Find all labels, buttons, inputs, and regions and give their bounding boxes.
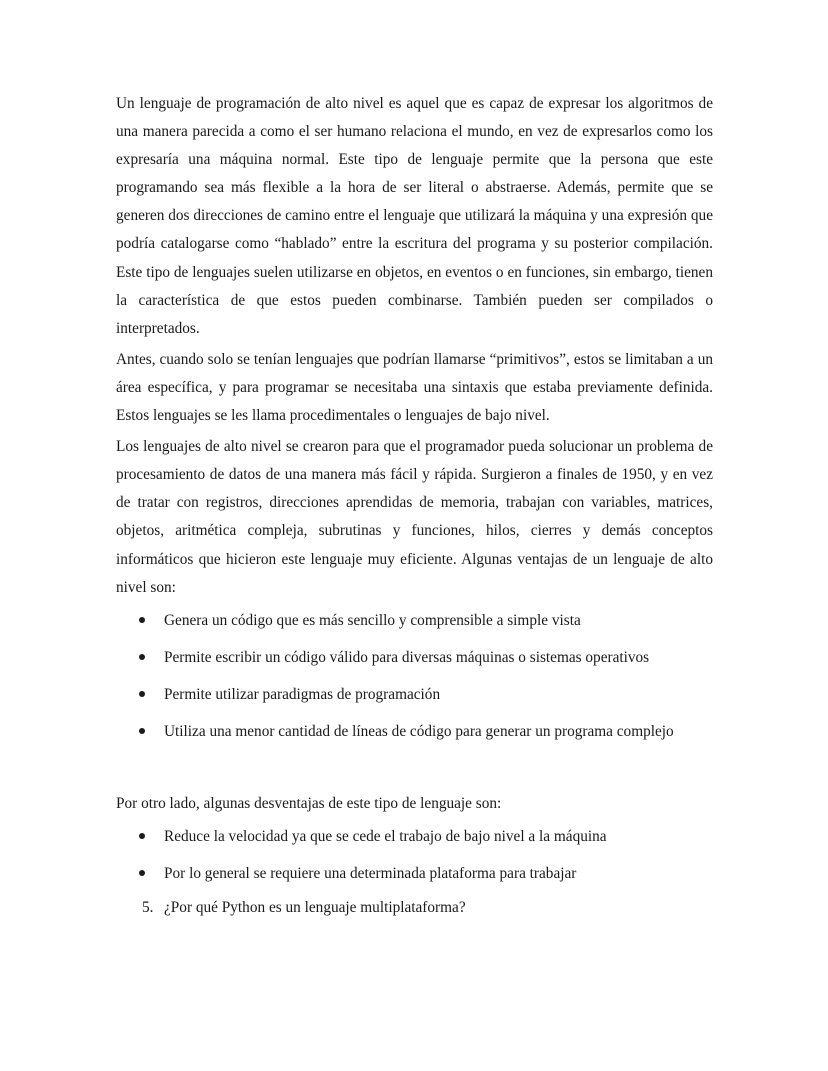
advantages-list — [116, 602, 713, 750]
bullet-icon — [139, 617, 145, 623]
list-item-text: Utiliza una menor cantidad de líneas de código para generar un programa complejo — [164, 722, 674, 740]
list-item — [116, 602, 713, 639]
list-item-text: Genera un código que es más sencillo y comprensible a simple vista — [164, 611, 581, 629]
disadvantages-intro: Por otro lado, algunas desventajas de este tipo de lenguaje son: — [116, 794, 502, 812]
document-page — [116, 90, 713, 924]
list-item-text: Reduce la velocidad ya que se cede el trabajo de bajo nivel a la máquina — [164, 827, 607, 845]
list-item — [116, 676, 713, 713]
question-text: ¿Por qué Python es un lenguaje multiplataforma? — [164, 898, 466, 916]
bullet-icon — [139, 728, 145, 734]
question-item — [116, 892, 713, 924]
list-item-text: Por lo general se requiere una determinada plataforma para trabajar — [164, 864, 577, 882]
disadvantages-list — [116, 818, 713, 892]
bullet-icon — [139, 654, 145, 660]
question-list — [116, 892, 713, 924]
list-item — [116, 639, 713, 676]
bullet-icon — [139, 691, 145, 697]
paragraph-primitive-languages: Antes, cuando solo se tenían lenguajes que podrían llamarse “primitivos”, estos se limitaban a un área específica, y para programar se necesitaba una sintaxis que estaba previamente definida. Estos lenguajes se les llama procedimentales o lenguajes de bajo nivel. — [116, 350, 713, 425]
list-item-text: Permite utilizar paradigmas de programación — [164, 685, 441, 703]
paragraph-high-level-origins: Los lenguajes de alto nivel se crearon para que el programador pueda solucionar un problema de procesamiento de datos de una manera más fácil y rápida. Surgieron a finales de 1950, y en vez de tratar con registros, direcciones aprendidas de memoria, trabajan con variables, matrices, objetos, aritmética compleja, subrutinas y funciones, hilos, cierres y demás conceptos informáticos que hicieron este lenguaje muy eficiente. Algunas ventajas de un lenguaje de alto nivel son: — [116, 438, 713, 596]
list-item — [116, 855, 713, 892]
list-item-text: Permite escribir un código válido para diversas máquinas o sistemas operativos — [164, 648, 650, 666]
question-number: 5. — [142, 898, 154, 916]
paragraph-intro: Un lenguaje de programación de alto nivel es aquel que es capaz de expresar los algoritmos de una manera parecida a como el ser humano relaciona el mundo, en vez de expresarlos como los expresaría una máquina normal. Este tipo de lenguaje permite que la persona que este programando sea más flexible a la hora de ser literal o abstraerse. Además, permite que se generen dos direcciones de camino entre el lenguaje que utilizará la máquina y una expresión que podría catalogarse como “hablado” entre la escritura del programa y su posterior compilación. Este tipo de lenguajes suelen utilizarse en objetos, en eventos o en funciones, sin embargo, tienen la característica de que estos pueden combinarse. También pueden ser compilados o interpretados. — [116, 95, 713, 337]
bullet-icon — [139, 870, 145, 876]
list-item — [116, 713, 713, 750]
bullet-icon — [139, 833, 145, 839]
list-item — [116, 818, 713, 855]
